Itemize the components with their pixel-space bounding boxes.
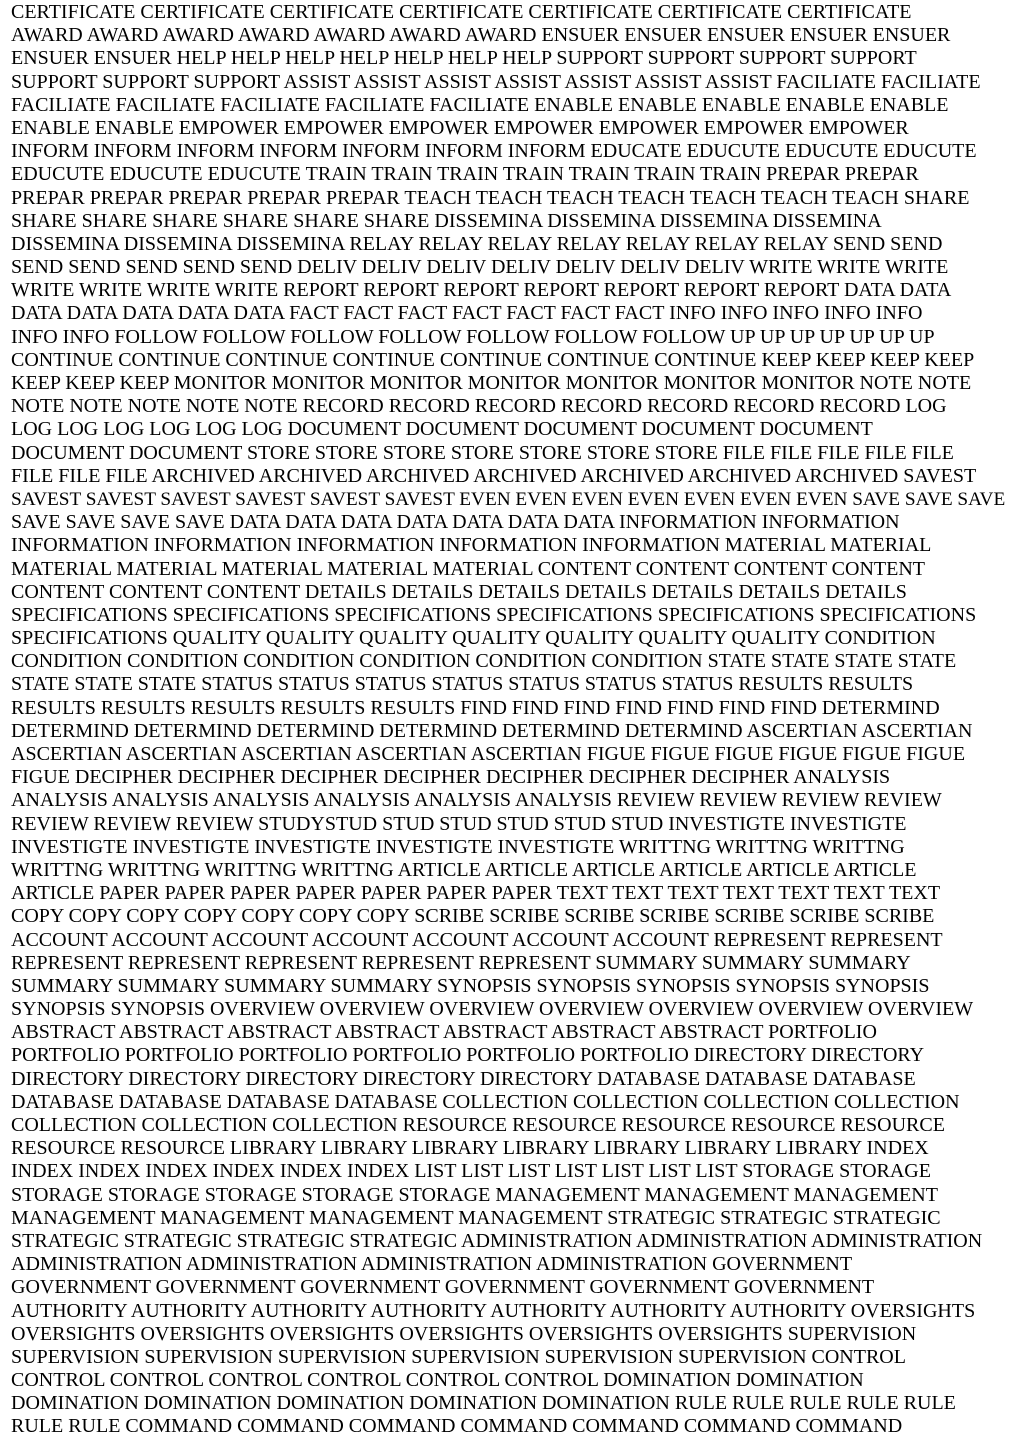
- text-line: STRATEGIC STRATEGIC STRATEGIC STRATEGIC ADMINISTRATION ADMINISTRATION ADMINISTRATION: [11, 1229, 983, 1252]
- text-line: REVIEW REVIEW REVIEW STUDYSTUD STUD STUD STUD STUD STUD INVESTIGTE INVESTIGTE: [11, 812, 907, 835]
- text-line: SEND SEND SEND SEND SEND DELIV DELIV DELIV DELIV DELIV DELIV DELIV WRITE WRITE WRITE: [11, 256, 949, 279]
- text-line: STORAGE STORAGE STORAGE STORAGE STORAGE MANAGEMENT MANAGEMENT MANAGEMENT: [11, 1183, 938, 1206]
- text-line: SYNOPSIS SYNOPSIS OVERVIEW OVERVIEW OVERVIEW OVERVIEW OVERVIEW OVERVIEW OVERVIEW: [11, 998, 974, 1021]
- text-line: EDUCUTE EDUCUTE EDUCUTE TRAIN TRAIN TRAIN TRAIN TRAIN TRAIN TRAIN PREPAR PREPAR: [11, 163, 919, 186]
- text-line: DETERMIND DETERMIND DETERMIND DETERMIND DETERMIND DETERMIND ASCERTIAN ASCERTIAN: [11, 719, 973, 742]
- text-line: DATA DATA DATA DATA DATA FACT FACT FACT FACT FACT FACT FACT INFO INFO INFO INFO INFO: [11, 302, 923, 325]
- text-line: SUPPORT SUPPORT SUPPORT ASSIST ASSIST ASSIST ASSIST ASSIST ASSIST ASSIST FACILIATE FACILIATE: [11, 70, 981, 93]
- text-line: RULE RULE COMMAND COMMAND COMMAND COMMAND COMMAND COMMAND COMMAND: [11, 1415, 903, 1438]
- text-line: KEEP KEEP KEEP MONITOR MONITOR MONITOR MONITOR MONITOR MONITOR MONITOR NOTE NOTE: [11, 372, 972, 394]
- text-line: INFO INFO FOLLOW FOLLOW FOLLOW FOLLOW FOLLOW FOLLOW FOLLOW UP UP UP UP UP UP UP: [11, 325, 935, 348]
- text-line: SPECIFICATIONS SPECIFICATIONS SPECIFICATIONS SPECIFICATIONS SPECIFICATIONS SPECIFICATIONS: [11, 603, 977, 626]
- text-line: CONTENT CONTENT CONTENT DETAILS DETAILS DETAILS DETAILS DETAILS DETAILS DETAILS: [11, 580, 907, 603]
- text-line: DISSEMINA DISSEMINA DISSEMINA RELAY RELAY RELAY RELAY RELAY RELAY RELAY SEND SEND: [11, 232, 943, 255]
- text-line: ENABLE ENABLE EMPOWER EMPOWER EMPOWER EMPOWER EMPOWER EMPOWER EMPOWER: [11, 116, 909, 139]
- text-line: RESULTS RESULTS RESULTS RESULTS RESULTS FIND FIND FIND FIND FIND FIND FIND DETERMIND: [11, 696, 940, 719]
- text-line: GOVERNMENT GOVERNMENT GOVERNMENT GOVERNMENT GOVERNMENT GOVERNMENT: [11, 1276, 875, 1299]
- text-line: LOG LOG LOG LOG LOG LOG DOCUMENT DOCUMENT DOCUMENT DOCUMENT DOCUMENT: [11, 418, 873, 441]
- text-line: ANALYSIS ANALYSIS ANALYSIS ANALYSIS ANALYSIS ANALYSIS REVIEW REVIEW REVIEW REVIEW: [11, 789, 942, 812]
- text-line: DATABASE DATABASE DATABASE DATABASE COLLECTION COLLECTION COLLECTION COLLECTION: [11, 1090, 960, 1113]
- text-line: STATE STATE STATE STATUS STATUS STATUS STATUS STATUS STATUS STATUS RESULTS RESULTS: [11, 673, 914, 696]
- text-line: PORTFOLIO PORTFOLIO PORTFOLIO PORTFOLIO PORTFOLIO PORTFOLIO DIRECTORY DIRECTORY: [11, 1044, 925, 1067]
- text-line: SUMMARY SUMMARY SUMMARY SUMMARY SYNOPSIS SYNOPSIS SYNOPSIS SYNOPSIS SYNOPSIS: [11, 974, 930, 997]
- text-line: PREPAR PREPAR PREPAR PREPAR PREPAR TEACH TEACH TEACH TEACH TEACH TEACH TEACH SHARE: [11, 186, 970, 209]
- text-line: INFORMATION INFORMATION INFORMATION INFORMATION INFORMATION MATERIAL MATERIAL: [11, 534, 932, 557]
- text-line: AWARD AWARD AWARD AWARD AWARD AWARD AWARD ENSUER ENSUER ENSUER ENSUER ENSUER: [11, 24, 951, 47]
- text-line: COPY COPY COPY COPY COPY COPY COPY SCRIBE SCRIBE SCRIBE SCRIBE SCRIBE SCRIBE SCRIBE: [11, 905, 935, 928]
- text-line: ADMINISTRATION ADMINISTRATION ADMINISTRATION ADMINISTRATION GOVERNMENT: [11, 1253, 853, 1276]
- text-line: ENSUER ENSUER HELP HELP HELP HELP HELP HELP HELP SUPPORT SUPPORT SUPPORT SUPPORT: [11, 47, 917, 70]
- text-line: CONDITION CONDITION CONDITION CONDITION CONDITION CONDITION STATE STATE STATE STATE: [11, 650, 957, 673]
- text-line: SAVEST SAVEST SAVEST SAVEST SAVEST SAVEST EVEN EVEN EVEN EVEN EVEN EVEN EVEN SAVE SAVE SAVE: [11, 488, 1006, 510]
- text-line: WRITTNG WRITTNG WRITTNG WRITTNG ARTICLE ARTICLE ARTICLE ARTICLE ARTICLE ARTICLE: [11, 858, 917, 881]
- text-line: ACCOUNT ACCOUNT ACCOUNT ACCOUNT ACCOUNT ACCOUNT ACCOUNT REPRESENT REPRESENT: [11, 928, 943, 951]
- text-line: SHARE SHARE SHARE SHARE SHARE SHARE DISSEMINA DISSEMINA DISSEMINA DISSEMINA: [11, 209, 882, 232]
- text-line: REPRESENT REPRESENT REPRESENT REPRESENT REPRESENT SUMMARY SUMMARY SUMMARY: [11, 951, 911, 974]
- text-line: SUPERVISION SUPERVISION SUPERVISION SUPERVISION SUPERVISION SUPERVISION CONTROL: [11, 1345, 906, 1368]
- text-line: DOCUMENT DOCUMENT STORE STORE STORE STORE STORE STORE STORE FILE FILE FILE FILE FILE: [11, 441, 954, 464]
- text-line: COLLECTION COLLECTION COLLECTION RESOURCE RESOURCE RESOURCE RESOURCE RESOURCE: [11, 1114, 945, 1136]
- text-line: CONTROL CONTROL CONTROL CONTROL CONTROL CONTROL DOMINATION DOMINATION: [11, 1369, 864, 1392]
- text-line: MATERIAL MATERIAL MATERIAL MATERIAL MATERIAL CONTENT CONTENT CONTENT CONTENT: [11, 557, 926, 580]
- text-line: ARTICLE PAPER PAPER PAPER PAPER PAPER PAPER PAPER TEXT TEXT TEXT TEXT TEXT TEXT TEXT: [11, 882, 941, 905]
- text-line: MANAGEMENT MANAGEMENT MANAGEMENT MANAGEMENT STRATEGIC STRATEGIC STRATEGIC: [11, 1206, 941, 1229]
- text-line: SAVE SAVE SAVE SAVE DATA DATA DATA DATA DATA DATA DATA INFORMATION INFORMATION: [11, 511, 900, 534]
- text-line: DOMINATION DOMINATION DOMINATION DOMINATION DOMINATION RULE RULE RULE RULE RULE: [11, 1392, 956, 1415]
- text-line: RESOURCE RESOURCE LIBRARY LIBRARY LIBRARY LIBRARY LIBRARY LIBRARY LIBRARY INDEX: [11, 1137, 929, 1160]
- text-line: AUTHORITY AUTHORITY AUTHORITY AUTHORITY AUTHORITY AUTHORITY AUTHORITY OVERSIGHTS: [11, 1299, 976, 1322]
- text-line: ABSTRACT ABSTRACT ABSTRACT ABSTRACT ABSTRACT ABSTRACT ABSTRACT PORTFOLIO: [11, 1021, 877, 1044]
- text-line: DIRECTORY DIRECTORY DIRECTORY DIRECTORY DIRECTORY DATABASE DATABASE DATABASE: [11, 1067, 916, 1090]
- text-line: INFORM INFORM INFORM INFORM INFORM INFORM INFORM EDUCATE EDUCUTE EDUCUTE EDUCUTE: [11, 140, 977, 163]
- document-text-block: [11, 1, 1016, 1439]
- text-line: INDEX INDEX INDEX INDEX INDEX INDEX LIST LIST LIST LIST LIST LIST LIST STORAGE STORAGE: [11, 1160, 931, 1183]
- text-line: SPECIFICATIONS QUALITY QUALITY QUALITY QUALITY QUALITY QUALITY QUALITY CONDITION: [11, 627, 936, 650]
- text-line: CERTIFICATE CERTIFICATE CERTIFICATE CERTIFICATE CERTIFICATE CERTIFICATE CERTIFICATE: [11, 1, 912, 23]
- text-line: OVERSIGHTS OVERSIGHTS OVERSIGHTS OVERSIGHTS OVERSIGHTS OVERSIGHTS SUPERVISION: [11, 1322, 917, 1345]
- text-line: FILE FILE FILE ARCHIVED ARCHIVED ARCHIVED ARCHIVED ARCHIVED ARCHIVED ARCHIVED SAVEST: [11, 464, 977, 487]
- text-line: NOTE NOTE NOTE NOTE NOTE RECORD RECORD RECORD RECORD RECORD RECORD RECORD LOG: [11, 395, 947, 418]
- text-line: WRITE WRITE WRITE WRITE REPORT REPORT REPORT REPORT REPORT REPORT REPORT DATA DATA: [11, 279, 952, 302]
- text-line: ASCERTIAN ASCERTIAN ASCERTIAN ASCERTIAN ASCERTIAN FIGUE FIGUE FIGUE FIGUE FIGUE FIGUE: [11, 743, 966, 765]
- text-line: INVESTIGTE INVESTIGTE INVESTIGTE INVESTIGTE INVESTIGTE WRITTNG WRITTNG WRITTNG: [11, 835, 905, 858]
- text-line: FIGUE DECIPHER DECIPHER DECIPHER DECIPHER DECIPHER DECIPHER DECIPHER ANALYSIS: [11, 766, 891, 789]
- text-line: FACILIATE FACILIATE FACILIATE FACILIATE FACILIATE ENABLE ENABLE ENABLE ENABLE ENABLE: [11, 93, 949, 116]
- text-line: CONTINUE CONTINUE CONTINUE CONTINUE CONTINUE CONTINUE CONTINUE KEEP KEEP KEEP KEEP: [11, 348, 975, 371]
